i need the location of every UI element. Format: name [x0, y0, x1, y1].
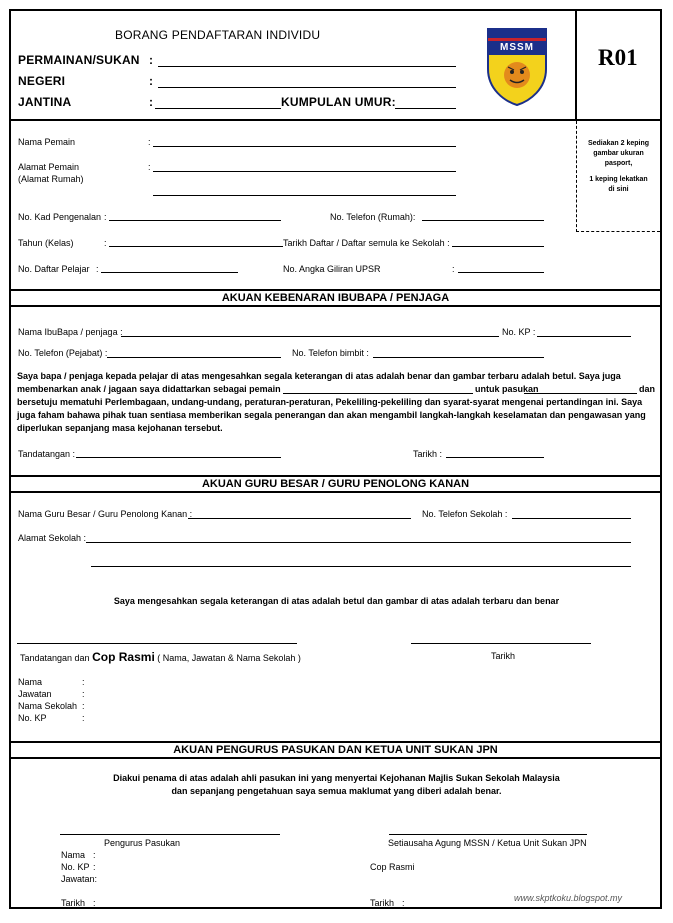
school-phone-line[interactable]	[512, 518, 631, 519]
label-secretary: Setiausaha Agung MSSN / Ketua Unit Sukan JPN	[388, 838, 587, 848]
label-player-address-sub: (Alamat Rumah)	[18, 174, 84, 184]
colon: :	[82, 689, 85, 699]
label-parent-kp: No. KP :	[502, 327, 536, 337]
headmaster-date-line[interactable]	[411, 643, 591, 644]
label-parent-signature: Tandatangan :	[18, 449, 76, 459]
phone-office-line[interactable]	[107, 357, 281, 358]
photo-note-line: Sediakan 2 keping	[587, 140, 650, 147]
ic-no-line[interactable]	[109, 220, 281, 221]
colon: :	[104, 238, 107, 248]
register-date-line[interactable]	[452, 246, 544, 247]
label-upsr-no: No. Angka Giliran UPSR	[283, 264, 381, 274]
declaration-text: dan	[639, 384, 656, 394]
label-gender: JANTINA	[18, 95, 72, 109]
label-state: NEGERI	[18, 74, 66, 88]
photo-note-line: gambar ukuran	[593, 150, 644, 157]
colon: :	[402, 898, 405, 908]
colon: :	[452, 264, 455, 274]
age-group-input-line[interactable]	[395, 108, 456, 109]
headmaster-signature-line[interactable]	[17, 643, 297, 644]
manager-signature-line[interactable]	[60, 834, 280, 835]
label-mgr-kp: No. KP	[61, 862, 90, 872]
year-class-line[interactable]	[109, 246, 283, 247]
section-heading-headmaster: AKUAN GURU BESAR / GURU PENOLONG KANAN	[201, 478, 470, 490]
photo-note-line: 1 keping lekatkan	[589, 176, 648, 183]
team-line[interactable]	[524, 393, 637, 394]
label-player-name: Nama Pemain	[18, 137, 76, 147]
declaration-line-2	[17, 383, 657, 396]
declaration-line: Saya bapa / penjaga kepada pelajar di atas mengesahkan segala keterangan di atas adalah benar dan gambar terbaru adalah betul. Saya juga	[17, 371, 621, 381]
upsr-no-line[interactable]	[458, 272, 544, 273]
school-address-line[interactable]	[91, 566, 631, 567]
colon: :	[82, 701, 85, 711]
label-phone-office: No. Telefon (Pejabat) :	[18, 348, 108, 358]
label-secretary-date: Tarikh	[370, 898, 395, 908]
label-year-class: Tahun (Kelas)	[18, 238, 74, 248]
logo-text: MSSM	[500, 42, 534, 53]
signature-stamp: Cop Rasmi	[92, 650, 155, 664]
student-no-line[interactable]	[101, 272, 238, 273]
label-official-stamp: Cop Rasmi	[370, 862, 415, 872]
label-manager: Pengurus Pasukan	[104, 838, 181, 848]
colon: :	[93, 850, 96, 860]
phone-mobile-line[interactable]	[373, 357, 544, 358]
colon: :	[104, 212, 107, 222]
label-hm-name: Nama	[18, 677, 43, 687]
parent-signature-line[interactable]	[76, 457, 281, 458]
label-hm-school: Nama Sekolah	[18, 701, 78, 711]
declaration-line: bersetuju mematuhi Perlembagaan, undang-undang, peraturan-peraturan, Pekeliling-pekeliling dan syarat-syarat mengenai pertandingan ini. Saya	[17, 397, 643, 407]
label-phone-home: No. Telefon (Rumah):	[330, 212, 416, 222]
colon: :	[93, 898, 96, 908]
headmaster-confirmation: Saya mengesahkan segala keterangan di atas adalah betul dan gambar di atas adalah terbaru dan benar	[113, 596, 560, 606]
school-address-line[interactable]	[86, 542, 631, 543]
colon: :	[149, 74, 154, 88]
divider	[9, 119, 662, 121]
manager-declaration-line: Diakui penama di atas adalah ahli pasukan ini yang menyertai Kejohanan Majlis Sukan Sekolah Malaysia	[113, 773, 560, 783]
secretary-signature-line[interactable]	[389, 834, 587, 835]
label-hm-kp: No. KP	[18, 713, 47, 723]
colon: :	[148, 137, 151, 147]
label-school-address: Alamat Sekolah :	[18, 533, 87, 543]
label-age-group: KUMPULAN UMUR:	[281, 95, 396, 109]
photo-box[interactable]	[576, 121, 660, 232]
colon: :	[96, 264, 99, 274]
declaration-text: membenarkan anak / jagaan saya didattarkan sebagai pemain	[17, 384, 281, 394]
player-name-line[interactable]	[153, 146, 456, 147]
divider	[9, 305, 662, 307]
header-divider	[575, 9, 577, 121]
photo-note-line: di sini	[608, 186, 629, 193]
signature-suffix: ( Nama, Jawatan & Nama Sekolah )	[157, 653, 301, 663]
label-parent-name: Nama IbuBapa / penjaga :	[18, 327, 123, 337]
phone-home-line[interactable]	[422, 220, 544, 221]
declaration-text: untuk pasukan	[475, 384, 539, 394]
state-input-line[interactable]	[158, 87, 456, 88]
label-register-date: Tarikh Daftar / Daftar semula ke Sekolah :	[283, 238, 450, 248]
photo-note-line: pasport,	[604, 160, 633, 167]
parent-date-line[interactable]	[446, 457, 544, 458]
form-code: R01	[598, 45, 638, 70]
sport-input-line[interactable]	[158, 66, 456, 67]
label-hm-position: Jawatan	[18, 689, 52, 699]
player-address-line[interactable]	[153, 195, 456, 196]
label-parent-date: Tarikh :	[413, 449, 443, 459]
section-heading-parent: AKUAN KEBENARAN IBUBAPA / PENJAGA	[221, 292, 450, 304]
manager-declaration-line: dan sepanjang pengetahuan saya semua maklumat yang diberi adalah benar.	[171, 786, 502, 796]
mssm-logo-icon	[486, 27, 548, 107]
label-student-no: No. Daftar Pelajar	[18, 264, 90, 274]
form-title: BORANG PENDAFTARAN INDIVIDU	[115, 28, 321, 42]
parent-declaration	[17, 370, 657, 435]
gender-input-line[interactable]	[155, 108, 281, 109]
label-headmaster-name: Nama Guru Besar / Guru Penolong Kanan :	[18, 509, 193, 519]
label-player-address: Alamat Pemain	[18, 162, 80, 172]
colon: :	[82, 677, 85, 687]
player-address-line[interactable]	[153, 171, 456, 172]
colon: :	[82, 713, 85, 723]
parent-name-line[interactable]	[121, 336, 499, 337]
label-mgr-position: Jawatan:	[61, 874, 98, 884]
label-mgr-name: Nama	[61, 850, 86, 860]
signature-prefix: Tandatangan dan	[20, 653, 90, 663]
headmaster-signature-label	[20, 650, 301, 664]
player-role-line[interactable]	[283, 393, 473, 394]
label-mgr-date: Tarikh	[61, 898, 86, 908]
label-phone-mobile: No. Telefon bimbit :	[292, 348, 369, 358]
label-ic-no: No. Kad Pengenalan	[18, 212, 102, 222]
declaration-line: diperlukan sepanjang masa kejohanan tersebut.	[17, 423, 223, 433]
divider	[9, 757, 662, 759]
headmaster-name-line[interactable]	[188, 518, 411, 519]
parent-kp-line[interactable]	[537, 336, 631, 337]
label-headmaster-date: Tarikh	[491, 651, 516, 661]
colon: :	[149, 53, 154, 67]
colon: :	[93, 862, 96, 872]
section-heading-manager: AKUAN PENGURUS PASUKAN DAN KETUA UNIT SUKAN JPN	[173, 744, 498, 756]
colon: :	[149, 95, 154, 109]
label-sport: PERMAINAN/SUKAN	[18, 53, 140, 67]
colon: :	[148, 162, 151, 172]
label-school-phone: No. Telefon Sekolah :	[422, 509, 508, 519]
watermark: www.skptkoku.blogspot.my	[514, 893, 623, 903]
divider	[9, 491, 662, 493]
declaration-line: juga faham bahawa pihak tuan sentiasa memberikan segala penerangan dan akan mengambil langkah-langkah keselamatan dan pengawasan yang	[17, 410, 646, 420]
